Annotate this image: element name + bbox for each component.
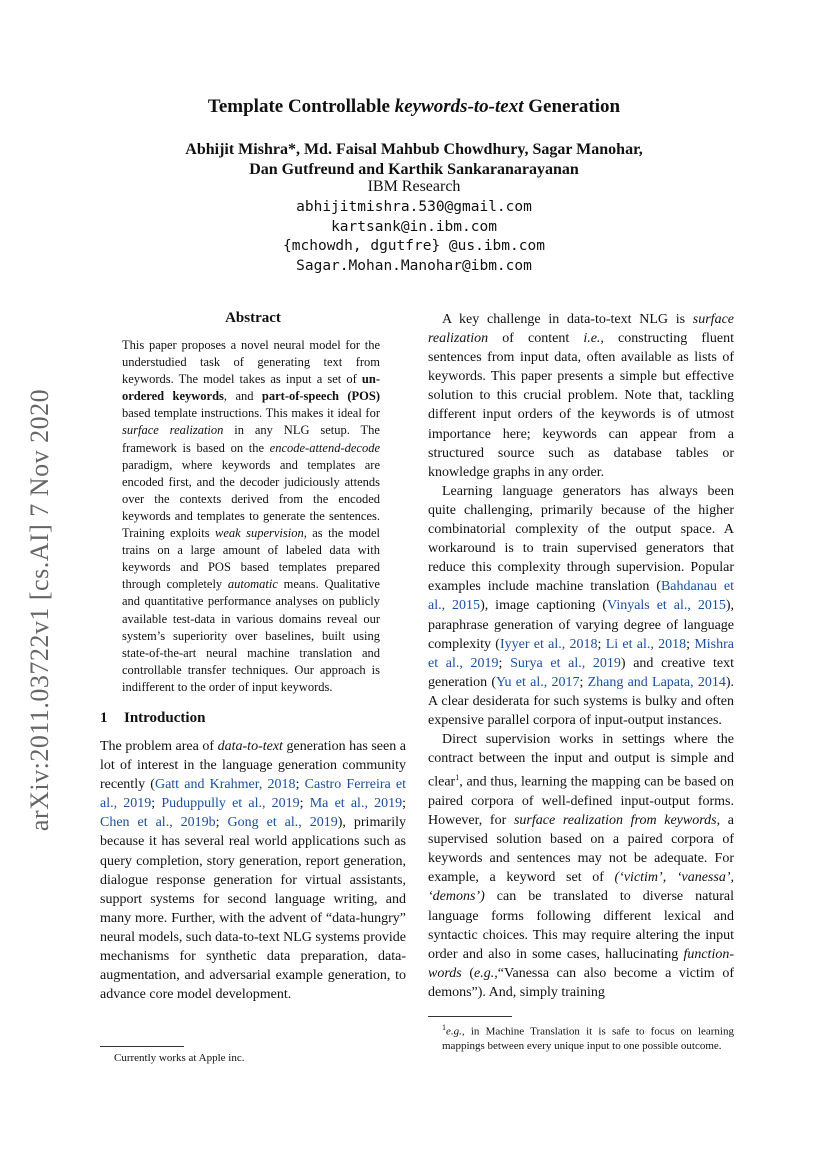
citation-link[interactable]: Gong et al., 2019	[227, 815, 338, 831]
footnote-text: $^1$e.g., in Machine Translation it is safe to focus on learning mappings between every unique input to one possible outcome.	[442, 1023, 734, 1052]
intro-paragraph: The problem area of data-to-text generation has seen a lot of interest in the language generation community recently (Gatt and Krahmer, 2018; Castro Ferreira et al., 2019; Puduppully et al., 2019; Ma et al., 2019; Chen et al., 2019b; Gong et al., 2019), primarily because it has several real world applications such as query completion, story generation, report generation, dialogue response generation for virtual assistants, support systems for second language writing, and many more. Further, with the advent of “data-hungry” neural models, such data-to-text NLG systems provide mechanisms for synthetic data preparation, data-augmentation, and adversarial example generation, to advance core model development.	[100, 738, 407, 1003]
citation-link[interactable]: Li et al., 2018	[605, 636, 687, 652]
paper-title	[0, 96, 828, 118]
citation-link[interactable]: Puduppully et al., 2019	[161, 796, 300, 812]
citation-link[interactable]: Yu et al., 2017	[495, 674, 580, 690]
body-paragraph: A key challenge in data-to-text NLG is surface realization of content i.e., constructing fluent sentences from input data, often available as lists of keywords. This paper presents a simple but effective solution to this crucial problem. Note that, tackling different input orders of the keywords is of utmost importance here; keywords can appear from a structured source such as database tables or knowledge graphs in any order.	[428, 312, 734, 480]
email[interactable]: Sagar.Mohan.Manohar@ibm.com	[296, 257, 532, 274]
email[interactable]: abhijitmishra.530@gmail.com	[296, 199, 532, 215]
title-emphasis: keywords-to-text	[394, 96, 524, 117]
arxiv-stamp-text: arXiv:2011.03722v1 [cs.AI] 7 Nov 2020	[25, 388, 54, 832]
footnote-divider	[428, 1016, 512, 1017]
email-list	[0, 198, 828, 276]
affiliation: IBM Research	[367, 178, 461, 195]
footnote-right	[428, 1010, 734, 1053]
section-heading-introduction	[100, 710, 406, 727]
citation-link[interactable]: Gatt and Krahmer, 2018	[154, 777, 296, 793]
citation-link[interactable]: Bahdanau et al., 2015	[428, 579, 734, 614]
body-paragraph: Direct supervision works in settings where the contract between the input and output is simple and clear$^1$, and thus, learning the mapping can be based on paired corpora of well-defined input-output forms. However, for surface realization from keywords, a supervised solution based on a paired corpora of keywords and sentences may not be adequate. For example, a keyword set of (‘victim’, ‘vanessa’, ‘demons’) can be translated to diverse natural language forms following different lexical and syntactic choices. This may require altering the input order and also in some cases, hallucinating function-words (e.g.,“Vanessa can also become a victim of demons”). And, simply training	[428, 732, 734, 1000]
citation-link[interactable]: Ma et al., 2019	[309, 796, 403, 812]
authors-line-1: Abhijit Mishra*, Md. Faisal Mahbub Chowdhury, Sagar Manohar,	[185, 141, 643, 158]
title-part: Generation	[523, 96, 621, 117]
left-column	[100, 310, 406, 1004]
right-column	[428, 310, 734, 1002]
abstract-heading: Abstract	[225, 310, 281, 326]
citation-link[interactable]: Zhang and Lapata, 2014	[587, 674, 726, 690]
email[interactable]: {mchowdh, dgutfre} @us.ibm.com	[283, 238, 545, 254]
citation-link[interactable]: Mishra et al., 2019	[428, 636, 735, 671]
citation-link[interactable]: Iyyer et al., 2018	[499, 636, 598, 652]
citation-link[interactable]: Castro Ferreira et al., 2019	[100, 777, 407, 812]
body-paragraph: Learning language generators has always been quite challenging, primarily because of the higher combinatorial complexity of the output space. A workaround is to train supervised generators that reduce this complexity through supervision. Popular examples include machine translation (Bahdanau et al., 2015), image captioning (Vinyals et al., 2015), paraphrase generation of varying degree of language complexity (Iyyer et al., 2018; Li et al., 2018; Mishra et al., 2019; Surya et al., 2019) and creative text generation (Yu et al., 2017; Zhang and Lapata, 2014). A clear desiderata for such systems is bulky and often expensive parallel corpora of input-output instances.	[428, 483, 735, 728]
title-part: Template Controllable	[207, 96, 395, 117]
abstract-text: This paper proposes a novel neural model for the understudied task of generating text from keywords. The model takes as input a set of un-ordered keywords, and part-of-speech (POS) based template instructions. This makes it ideal for surface realization in any NLG setup. The framework is based on the encode-attend-decode paradigm, where keywords and templates are encoded first, and the decoder judiciously attends over the contexts derived from the encoded keywords and templates to generate the sentences. Training exploits weak supervision, as the model trains on a large amount of labeled data with keywords and POS based templates prepared through completely automatic means. Qualitative and quantitative performance analyses on publicly available test-data in various domains reveal our system’s superiority over baselines, built using state-of-the-art neural machine translation and controllable transfer techniques. Our approach is indifferent to the order of input keywords.	[122, 338, 381, 694]
citation-link[interactable]: Vinyals et al., 2015	[607, 598, 726, 614]
footnote-left	[100, 1040, 406, 1065]
author-list	[0, 140, 828, 180]
section-number: 1	[100, 709, 108, 726]
citation-link[interactable]: Chen et al., 2019b	[100, 815, 216, 831]
email[interactable]: kartsank@in.ibm.com	[331, 218, 497, 235]
citation-link[interactable]: Surya et al., 2019	[510, 655, 621, 671]
footnote-divider	[100, 1046, 184, 1047]
footnote-text: Currently works at Apple inc.	[114, 1052, 245, 1064]
footnote-marker[interactable]: 1	[455, 773, 460, 783]
arxiv-stamp	[20, 375, 60, 845]
authors-line-2: Dan Gutfreund and Karthik Sankaranarayanan	[249, 161, 579, 178]
section-title: Introduction	[124, 709, 206, 726]
